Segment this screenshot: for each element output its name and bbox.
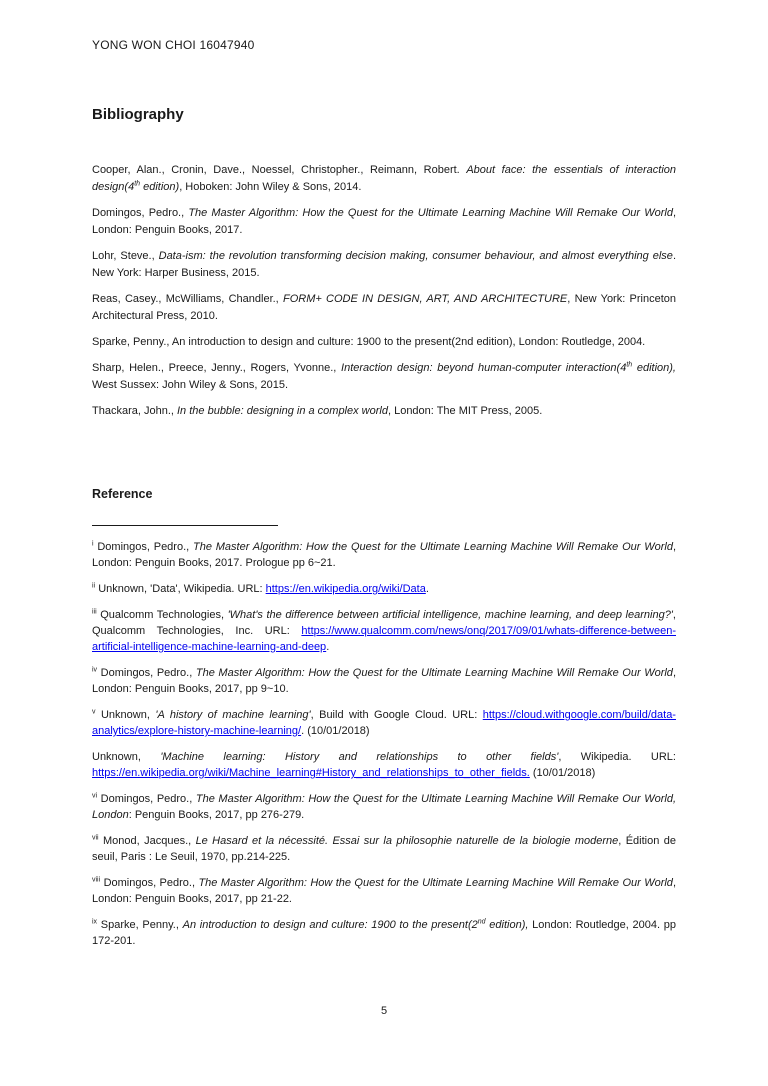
bibliography-entry: [92, 162, 676, 196]
footnote-url-link[interactable]: https://en.wikipedia.org/wiki/Data: [265, 583, 426, 595]
text-segment: , Wikipedia. URL:: [558, 751, 676, 763]
text-segment: . New York: Harper Business, 2015.: [92, 250, 676, 279]
bibliography-entry: [92, 403, 676, 420]
footnote-marker: vii: [92, 834, 99, 842]
text-segment: edition),: [485, 919, 529, 931]
footnote: [92, 833, 676, 865]
text-segment: Sparke, Penny.,: [100, 919, 183, 931]
text-segment: Unknown, 'Data', Wikipedia. URL:: [98, 583, 266, 595]
bibliography-entry: [92, 360, 676, 394]
page-header: YONG WON CHOI 16047940: [92, 38, 255, 52]
text-segment: Sparke, Penny., An introduction to design and culture: 1900 to the present(2nd edition), London: Routledge, 2004.: [92, 336, 646, 348]
text-segment: The Master Algorithm: How the Quest for the Ultimate Learning Machine Will Remake Our World: [198, 877, 673, 889]
text-segment: , London: Penguin Books, 2017.: [92, 207, 676, 236]
footnote-list: [92, 539, 676, 949]
text-segment: An introduction to design and culture: 1900 to the present(2: [182, 919, 478, 931]
text-segment: .: [326, 641, 330, 653]
text-segment: Interaction design: beyond human-computer interaction(4: [341, 362, 627, 374]
reference-heading: Reference: [92, 487, 153, 501]
footnote: [92, 749, 676, 781]
text-segment: FORM+ CODE IN DESIGN, ART, AND ARCHITECTURE: [282, 293, 568, 305]
text-segment: edition): [140, 181, 180, 193]
text-segment: 'Machine learning: History and relationships to other fields': [160, 751, 559, 763]
bibliography-list: [92, 162, 676, 420]
text-segment: Qualcomm Technologies,: [100, 609, 228, 621]
bibliography-heading: Bibliography: [92, 106, 184, 123]
footnote: [92, 875, 676, 907]
text-segment: Domingos, Pedro.,: [100, 793, 196, 805]
footnote-marker: ix: [92, 918, 98, 926]
footnote-marker: ii: [92, 582, 96, 590]
text-segment: , London: The MIT Press, 2005.: [387, 405, 543, 417]
page-number: 5: [380, 1005, 388, 1017]
text-segment: edition),: [632, 362, 676, 374]
footnote-marker: iv: [92, 666, 98, 674]
footnote-marker: v: [92, 708, 96, 716]
text-segment: West Sussex: John Wiley & Sons, 2015.: [92, 379, 289, 391]
bibliography-entry: [92, 205, 676, 239]
text-segment: Cooper, Alan., Cronin, Dave., Noessel, Christopher., Reimann, Robert.: [92, 164, 467, 176]
superscript-text: nd: [477, 918, 486, 926]
text-segment: The Master Algorithm: How the Quest for the Ultimate Learning Machine Will Remake Our World: [195, 667, 673, 679]
text-segment: London: Routledge, 2004. pp 172-201.: [92, 919, 676, 947]
text-segment: Unknown,: [100, 709, 156, 721]
bibliography-entry: [92, 334, 676, 351]
text-segment: . (10/01/2018): [301, 725, 370, 737]
text-segment: Domingos, Pedro.,: [100, 667, 196, 679]
footnote-marker: iii: [92, 608, 97, 616]
superscript-text: th: [626, 361, 633, 369]
footnote-marker: viii: [92, 876, 101, 884]
text-segment: Lohr, Steve.,: [92, 250, 159, 262]
text-segment: 'What's the difference between artificial intelligence, machine learning, and deep learning?': [227, 609, 673, 621]
text-segment: , Édition de seuil, Paris : Le Seuil, 1970, pp.214-225.: [92, 835, 676, 863]
text-segment: , London: Penguin Books, 2017, pp 9~10.: [92, 667, 676, 695]
text-segment: Domingos, Pedro.,: [92, 207, 189, 219]
text-segment: The Master Algorithm: How the Quest for the Ultimate Learning Machine Will Remake Our World: [188, 207, 673, 219]
text-segment: , Hoboken: John Wiley & Sons, 2014.: [179, 181, 362, 193]
text-segment: , New York: Princeton Architectural Press, 2010.: [92, 293, 676, 322]
footnote: [92, 665, 676, 697]
footnote-separator: [92, 525, 278, 526]
text-segment: Domingos, Pedro.,: [103, 877, 199, 889]
footnote-marker: vi: [92, 792, 98, 800]
footnote: [92, 539, 676, 571]
text-segment: Le Hasard et la nécessité. Essai sur la philosophie naturelle de la biologie moderne: [195, 835, 619, 847]
text-segment: Thackara, John.,: [92, 405, 177, 417]
text-segment: 'A history of machine learning': [155, 709, 311, 721]
text-segment: The Master Algorithm: How the Quest for the Ultimate Learning Machine Will Remake Our World: [193, 541, 673, 553]
footnote: [92, 581, 676, 597]
text-segment: .: [425, 583, 429, 595]
footnote-url-link[interactable]: https://en.wikipedia.org/wiki/Machine_learning#History_and_relationships_to_other_fields.: [92, 767, 530, 779]
text-segment: (10/01/2018): [529, 767, 596, 779]
text-segment: In the bubble: designing in a complex world: [177, 405, 388, 417]
footnote-marker: i: [92, 540, 94, 548]
text-segment: , Qualcomm Technologies, Inc. URL:: [92, 609, 676, 637]
text-segment: About face: the essentials of interaction design(4: [92, 164, 676, 193]
footnote: [92, 791, 676, 823]
text-segment: Sharp, Helen., Preece, Jenny., Rogers, Yvonne.,: [92, 362, 342, 374]
bibliography-entry: [92, 291, 676, 325]
text-segment: , London: Penguin Books, 2017, pp 21-22.: [92, 877, 676, 905]
text-segment: Unknown,: [92, 751, 161, 763]
footnote: [92, 607, 676, 655]
text-segment: The Master Algorithm: How the Quest for the Ultimate Learning Machine Will Remake Our World, London: [92, 793, 677, 821]
text-segment: Data-ism: the revolution transforming decision making, consumer behaviour, and almost everything else: [158, 250, 673, 262]
footnote-url-link[interactable]: https://cloud.withgoogle.com/build/data-analytics/explore-history-machine-learning/: [92, 709, 676, 737]
text-segment: : Penguin Books, 2017, pp 276-279.: [128, 809, 305, 821]
footnote: [92, 707, 676, 739]
superscript-text: th: [134, 180, 141, 188]
text-segment: , London: Penguin Books, 2017. Prologue pp 6~21.: [92, 541, 676, 569]
footnote: [92, 917, 676, 949]
text-segment: Monod, Jacques.,: [103, 835, 196, 847]
text-segment: , Build with Google Cloud. URL:: [310, 709, 483, 721]
text-segment: Reas, Casey., McWilliams, Chandler.,: [92, 293, 283, 305]
bibliography-entry: [92, 248, 676, 282]
footnote-url-link[interactable]: https://www.qualcomm.com/news/onq/2017/09/01/whats-difference-between-artificial-intelligence-machine-learning-and-deep: [92, 625, 676, 653]
text-segment: Domingos, Pedro.,: [97, 541, 193, 553]
